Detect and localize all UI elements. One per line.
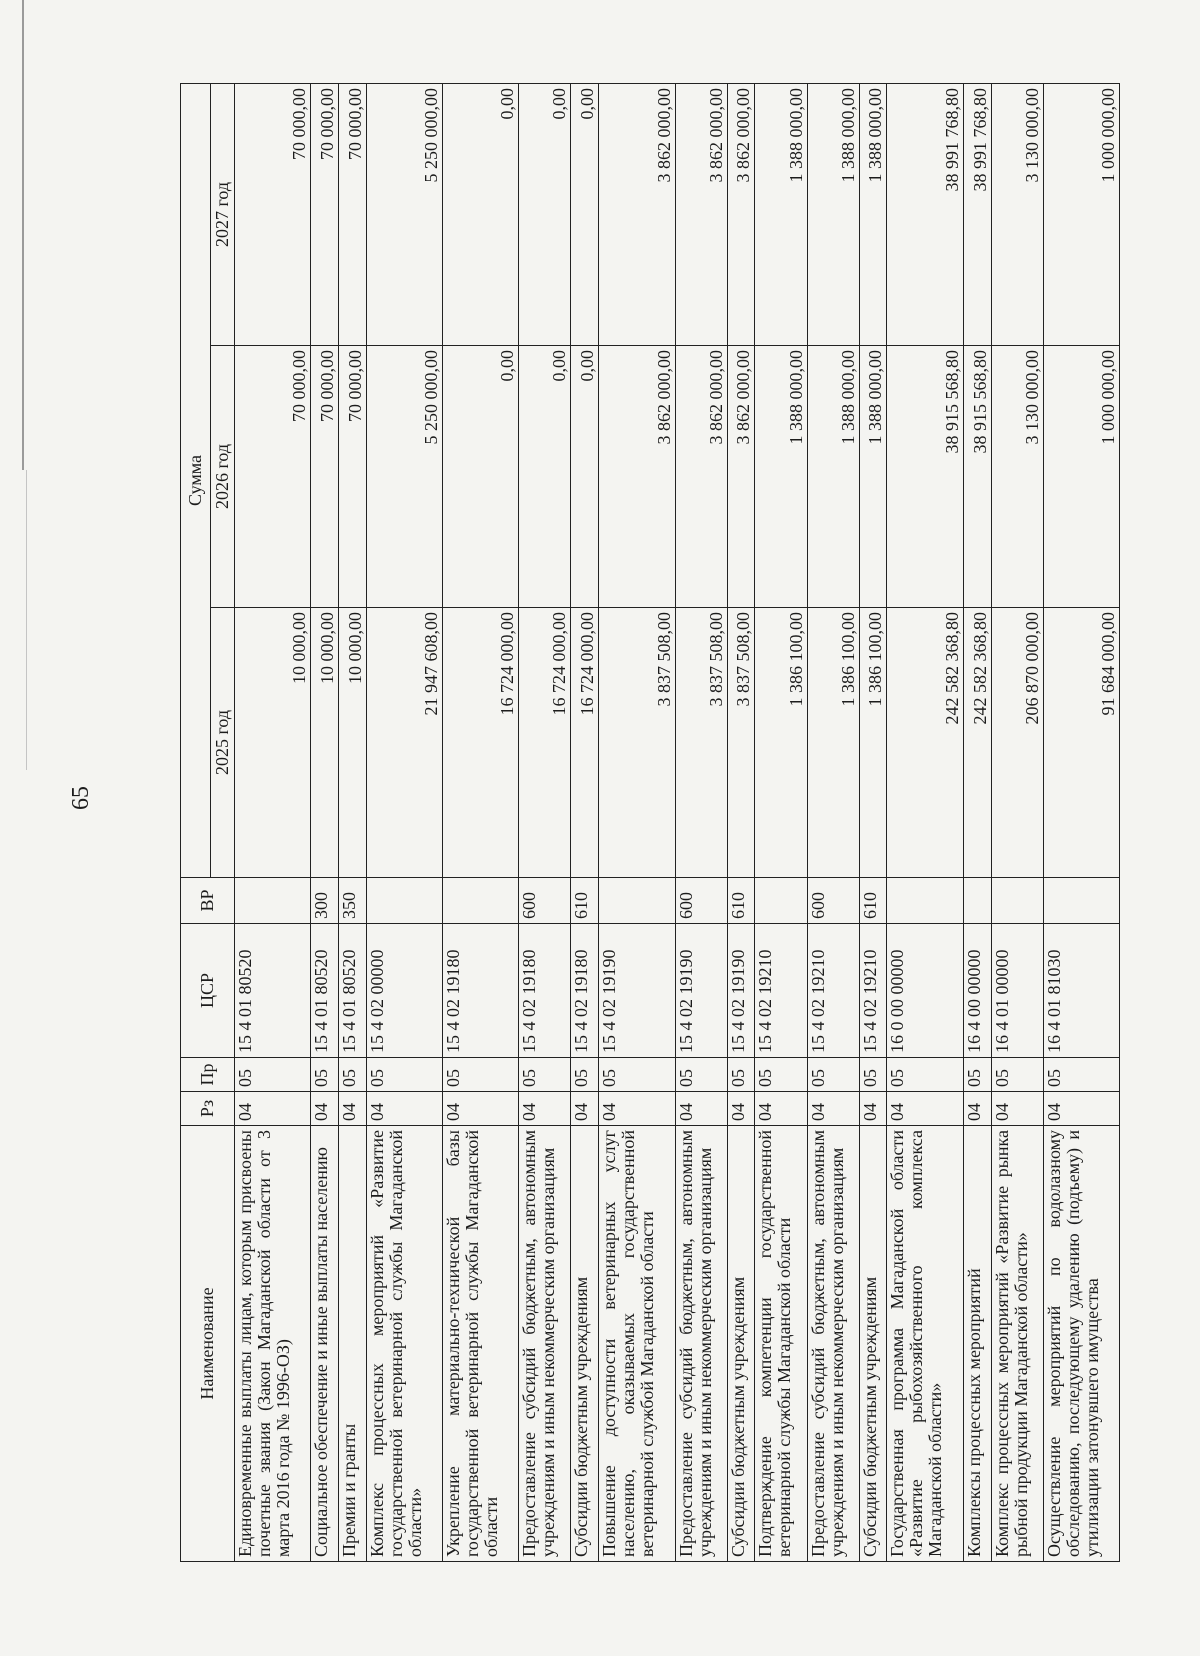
row-pr: 05: [807, 1058, 859, 1092]
row-pr: 05: [571, 1058, 599, 1092]
header-2027: 2027 год: [211, 83, 235, 345]
header-pr: Пр: [181, 1058, 235, 1092]
header-row-1: [181, 83, 211, 1561]
row-vr: [887, 878, 963, 924]
row-rz: 04: [235, 1092, 311, 1126]
row-2027: 70 000,00: [235, 83, 311, 345]
row-2027: 5 250 000,00: [367, 83, 443, 345]
row-vr: 610: [571, 878, 599, 924]
row-2027: 1 388 000,00: [859, 83, 887, 345]
row-pr: 05: [519, 1058, 571, 1092]
row-2025: 10 000,00: [311, 608, 339, 878]
row-pr: 05: [991, 1058, 1043, 1092]
row-name: Государственная программа Магаданской области «Развитие рыбохозяйственного комплекса Магаданской области»: [887, 1126, 963, 1562]
row-name: Комплекс процессных мероприятий «Развитие рынка рыбной продукции Магаданской области»: [991, 1126, 1043, 1562]
row-pr: 05: [443, 1058, 519, 1092]
row-csr: 15 4 02 19180: [443, 924, 519, 1058]
row-name: Социальное обеспечение и иные выплаты населению: [311, 1126, 339, 1562]
header-sum: Сумма: [181, 83, 211, 877]
row-2025: 242 582 368,80: [963, 608, 991, 878]
row-pr: 05: [859, 1058, 887, 1092]
row-2026: 38 915 568,80: [887, 346, 963, 608]
row-2025: 1 386 100,00: [755, 608, 807, 878]
header-rz: Рз: [181, 1092, 235, 1126]
row-vr: 610: [859, 878, 887, 924]
row-2026: 70 000,00: [339, 346, 367, 608]
row-csr: 16 4 00 00000: [963, 924, 991, 1058]
row-pr: 05: [599, 1058, 675, 1092]
row-csr: 15 4 02 19210: [755, 924, 807, 1058]
row-2026: 3 130 000,00: [991, 346, 1043, 608]
row-vr: [991, 878, 1043, 924]
row-csr: 15 4 02 19210: [859, 924, 887, 1058]
row-vr: [755, 878, 807, 924]
row-csr: 15 4 02 19180: [519, 924, 571, 1058]
row-csr: 15 4 02 19190: [727, 924, 755, 1058]
row-rz: 04: [599, 1092, 675, 1126]
row-pr: 05: [755, 1058, 807, 1092]
row-name: Предоставление субсидий бюджетным, автономным учреждениям и иным некоммерческим организациям: [519, 1126, 571, 1562]
row-2025: 1 386 100,00: [859, 608, 887, 878]
row-2026: 1 388 000,00: [755, 346, 807, 608]
row-pr: 05: [311, 1058, 339, 1092]
row-rz: 04: [1043, 1092, 1119, 1126]
row-pr: 05: [887, 1058, 963, 1092]
table-row: [235, 83, 311, 1561]
row-2027: 70 000,00: [339, 83, 367, 345]
table-row: [887, 83, 963, 1561]
row-vr: 610: [727, 878, 755, 924]
row-pr: 05: [675, 1058, 727, 1092]
table-row: [755, 83, 807, 1561]
row-rz: 04: [443, 1092, 519, 1126]
header-csr: ЦСР: [181, 924, 235, 1058]
row-2027: 0,00: [571, 83, 599, 345]
row-2027: 38 991 768,80: [887, 83, 963, 345]
row-2027: 3 862 000,00: [675, 83, 727, 345]
row-rz: 04: [519, 1092, 571, 1126]
row-csr: 15 4 02 19210: [807, 924, 859, 1058]
row-name: Премии и гранты: [339, 1126, 367, 1562]
table-row: [859, 83, 887, 1561]
row-csr: 15 4 02 19190: [599, 924, 675, 1058]
row-2026: 0,00: [571, 346, 599, 608]
table-row: [991, 83, 1043, 1561]
row-2025: 91 684 000,00: [1043, 608, 1119, 878]
row-pr: 05: [727, 1058, 755, 1092]
row-name: Единовременные выплаты лицам, которым присвоены почетные звания (Закон Магаданской области от 3 марта 2016 года № 1996-ОЗ): [235, 1126, 311, 1562]
row-2025: 16 724 000,00: [519, 608, 571, 878]
row-pr: 05: [963, 1058, 991, 1092]
row-pr: 05: [367, 1058, 443, 1092]
row-csr: 16 4 01 81030: [1043, 924, 1119, 1058]
budget-table: [180, 83, 1120, 1562]
row-name: Субсидии бюджетным учреждениям: [859, 1126, 887, 1562]
row-rz: 04: [887, 1092, 963, 1126]
row-rz: 04: [675, 1092, 727, 1126]
table-row: [519, 83, 571, 1561]
row-csr: 15 4 02 19180: [571, 924, 599, 1058]
row-csr: 15 4 02 00000: [367, 924, 443, 1058]
rotated-table-container: [180, 84, 1120, 1562]
row-rz: 04: [991, 1092, 1043, 1126]
table-row: [727, 83, 755, 1561]
row-vr: 600: [807, 878, 859, 924]
row-csr: 15 4 01 80520: [339, 924, 367, 1058]
row-2025: 21 947 608,00: [367, 608, 443, 878]
row-name: Предоставление субсидий бюджетным, автономным учреждениям и иным некоммерческим организациям: [675, 1126, 727, 1562]
table-body: [235, 83, 1120, 1561]
header-2025: 2025 год: [211, 608, 235, 878]
scan-edge-shadow: [26, 470, 27, 770]
row-2025: 3 837 508,00: [599, 608, 675, 878]
row-rz: 04: [859, 1092, 887, 1126]
row-vr: 600: [519, 878, 571, 924]
row-rz: 04: [367, 1092, 443, 1126]
row-2027: 38 991 768,80: [963, 83, 991, 345]
row-rz: 04: [755, 1092, 807, 1126]
row-2026: 5 250 000,00: [367, 346, 443, 608]
row-pr: 05: [235, 1058, 311, 1092]
row-name: Укрепление материально-технической базы государственной ветеринарной службы Магаданской области: [443, 1126, 519, 1562]
row-2026: 1 000 000,00: [1043, 346, 1119, 608]
row-name: Субсидии бюджетным учреждениям: [727, 1126, 755, 1562]
row-pr: 05: [339, 1058, 367, 1092]
row-2026: 70 000,00: [311, 346, 339, 608]
header-2026: 2026 год: [211, 346, 235, 608]
scan-edge: [22, 0, 24, 470]
row-2026: 1 388 000,00: [859, 346, 887, 608]
row-2027: 3 130 000,00: [991, 83, 1043, 345]
row-rz: 04: [963, 1092, 991, 1126]
row-2026: 3 862 000,00: [599, 346, 675, 608]
row-vr: [367, 878, 443, 924]
row-pr: 05: [1043, 1058, 1119, 1092]
table-row: [963, 83, 991, 1561]
row-rz: 04: [727, 1092, 755, 1126]
row-2026: 0,00: [443, 346, 519, 608]
row-rz: 04: [339, 1092, 367, 1126]
row-name: Комплекс процессных мероприятий «Развитие государственной ветеринарной службы Магаданской области»: [367, 1126, 443, 1562]
row-2025: 206 870 000,00: [991, 608, 1043, 878]
row-rz: 04: [807, 1092, 859, 1126]
row-name: Субсидии бюджетным учреждениям: [571, 1126, 599, 1562]
row-2026: 3 862 000,00: [727, 346, 755, 608]
row-2026: 70 000,00: [235, 346, 311, 608]
row-2026: 0,00: [519, 346, 571, 608]
row-2025: 1 386 100,00: [807, 608, 859, 878]
row-name: Предоставление субсидий бюджетным, автономным учреждениям и иным некоммерческим организациям: [807, 1126, 859, 1562]
row-2026: 3 862 000,00: [675, 346, 727, 608]
table-row: [311, 83, 339, 1561]
row-rz: 04: [571, 1092, 599, 1126]
row-vr: [443, 878, 519, 924]
row-csr: 15 4 01 80520: [311, 924, 339, 1058]
row-2027: 0,00: [443, 83, 519, 345]
table-row: [807, 83, 859, 1561]
row-2027: 1 388 000,00: [807, 83, 859, 345]
table-row: [339, 83, 367, 1561]
row-vr: [599, 878, 675, 924]
row-csr: 15 4 02 19190: [675, 924, 727, 1058]
row-2027: 70 000,00: [311, 83, 339, 345]
table-row: [675, 83, 727, 1561]
row-vr: [235, 878, 311, 924]
table-row: [599, 83, 675, 1561]
row-2027: 1 388 000,00: [755, 83, 807, 345]
row-name: Осуществление мероприятий по водолазному обследованию, последующему удалению (подъему) и утилизации затонувшего имущества: [1043, 1126, 1119, 1562]
row-2025: 10 000,00: [339, 608, 367, 878]
row-2027: 0,00: [519, 83, 571, 345]
row-2025: 16 724 000,00: [571, 608, 599, 878]
row-vr: [1043, 878, 1119, 924]
row-2026: 38 915 568,80: [963, 346, 991, 608]
row-2027: 3 862 000,00: [727, 83, 755, 345]
row-vr: [963, 878, 991, 924]
row-csr: 16 4 01 00000: [991, 924, 1043, 1058]
row-name: Комплексы процессных мероприятий: [963, 1126, 991, 1562]
row-2025: 16 724 000,00: [443, 608, 519, 878]
row-2025: 3 837 508,00: [675, 608, 727, 878]
row-vr: 600: [675, 878, 727, 924]
row-csr: 16 0 00 00000: [887, 924, 963, 1058]
header-vr: ВР: [181, 878, 235, 924]
row-2027: 3 862 000,00: [599, 83, 675, 345]
table-row: [443, 83, 519, 1561]
header-name: Наименование: [181, 1126, 235, 1562]
row-2026: 1 388 000,00: [807, 346, 859, 608]
row-2025: 3 837 508,00: [727, 608, 755, 878]
table-row: [571, 83, 599, 1561]
page-number: 65: [68, 786, 94, 810]
row-vr: 300: [311, 878, 339, 924]
row-name: Подтверждение компетенции государственной ветеринарной службы Магаданской области: [755, 1126, 807, 1562]
row-2027: 1 000 000,00: [1043, 83, 1119, 345]
row-2025: 242 582 368,80: [887, 608, 963, 878]
row-2025: 10 000,00: [235, 608, 311, 878]
row-vr: 350: [339, 878, 367, 924]
row-rz: 04: [311, 1092, 339, 1126]
row-csr: 15 4 01 80520: [235, 924, 311, 1058]
table-row: [367, 83, 443, 1561]
row-name: Повышение доступности ветеринарных услуг населению, оказываемых государственной ветеринарной службой Магаданской области: [599, 1126, 675, 1562]
table-row: [1043, 83, 1119, 1561]
